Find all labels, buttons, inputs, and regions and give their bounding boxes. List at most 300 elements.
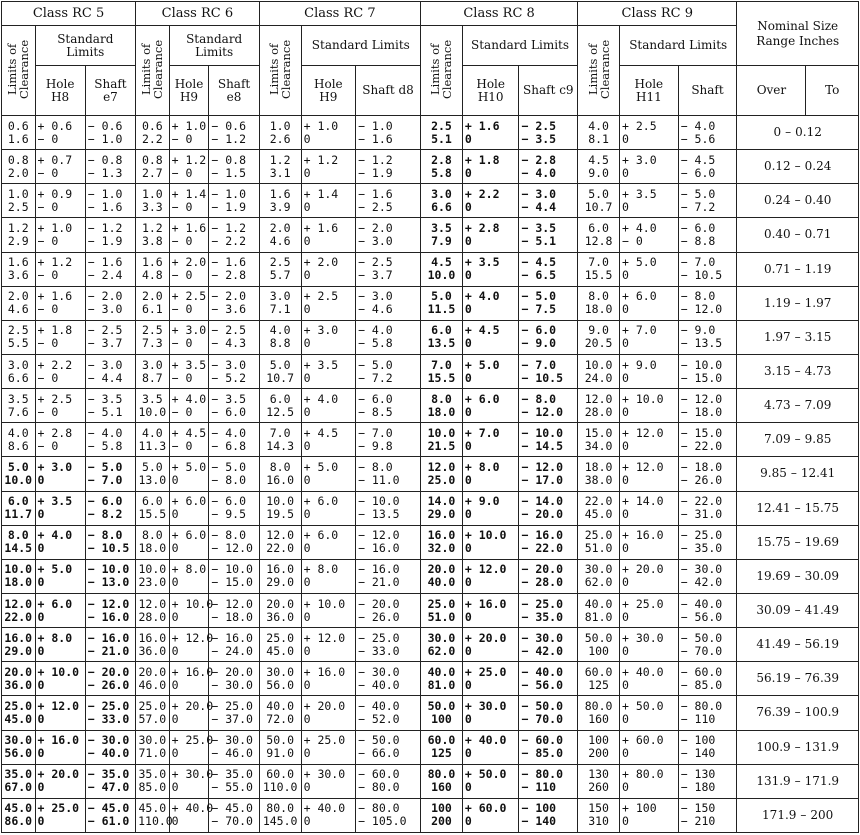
cell-value-bottom: 0 — [303, 233, 311, 248]
cell-value-bottom: 46.0 — [138, 677, 167, 692]
cell-value-bottom: 11.3 — [138, 438, 167, 453]
table-body — [2, 116, 859, 833]
cell-value-bottom: 86.0 — [4, 814, 33, 829]
cell-value-bottom: 160 — [588, 711, 609, 726]
cell-value-bottom: 0 — [622, 370, 629, 385]
cell-value-bottom: − 42.0 — [521, 643, 564, 658]
cell-value-top: − 45.0 — [211, 801, 253, 816]
clearance-limits-cell — [136, 593, 170, 627]
cell-value-bottom: − 180 — [680, 780, 716, 795]
cell-value-bottom: 85.0 — [138, 780, 167, 795]
table-row — [2, 184, 859, 218]
cell-value-top: 6.0 — [141, 494, 163, 509]
shaft-limits-cell — [209, 491, 259, 525]
shaft-limits-cell — [85, 764, 135, 798]
cell-value-top: − 10.0 — [87, 562, 130, 577]
hole-limits-cell — [620, 389, 679, 423]
cell-value-top: − 7.0 — [521, 357, 557, 372]
shaft-limits-cell — [209, 286, 259, 320]
hole-limits-cell — [301, 798, 355, 832]
cell-value-top: 20.0 — [266, 596, 294, 611]
hole-limits-cell — [169, 457, 209, 491]
shaft-limits-cell — [85, 798, 135, 832]
cell-value-bottom: − 5.1 — [521, 233, 557, 248]
cell-value-bottom: 0 — [37, 780, 45, 795]
cell-value-bottom: − 0 — [37, 302, 59, 317]
cell-value-top: 1.2 — [141, 220, 163, 235]
cell-value-top: − 6.0 — [87, 494, 123, 509]
hole-header: Hole H10 — [462, 66, 519, 116]
table-row — [2, 150, 859, 184]
cell-value-top: − 25.0 — [211, 698, 253, 713]
hole-limits-cell — [620, 252, 679, 286]
cell-value-bottom: 16.0 — [266, 472, 294, 487]
cell-value-bottom: 67.0 — [4, 780, 33, 795]
cell-value-top: + 8.0 — [37, 630, 73, 645]
size-to: 3.15 — [804, 329, 832, 344]
cell-value-top: + 30.0 — [303, 767, 346, 782]
shaft-limits-cell — [356, 593, 421, 627]
cell-value-top: − 2.5 — [87, 323, 123, 338]
cell-value-bottom: − 5.8 — [87, 438, 123, 453]
cell-value-bottom: − 1.6 — [358, 131, 393, 146]
cell-value-top: + 2.2 — [464, 186, 500, 201]
cell-value-bottom: 0 — [303, 677, 311, 692]
shaft-limits-cell — [209, 559, 259, 593]
cell-value-bottom: 15.5 — [427, 370, 456, 385]
cell-value-top: + 1.6 — [171, 220, 207, 235]
cell-value-bottom: − 5.1 — [87, 404, 123, 419]
shaft-limits-cell — [678, 218, 737, 252]
cell-value-bottom: − 42.0 — [680, 575, 723, 590]
cell-value-top: + 6.0 — [37, 596, 73, 611]
cell-value-top: + 20.0 — [171, 698, 214, 713]
clearance-limits-cell — [259, 696, 301, 730]
shaft-limits-cell — [356, 730, 421, 764]
cell-value-top: + 3.5 — [37, 494, 73, 509]
cell-value-top: + 20.0 — [464, 630, 507, 645]
cell-value-top: 60.0 — [266, 767, 294, 782]
size-to: 9.85 — [804, 432, 832, 447]
clearance-limits-cell — [136, 320, 170, 354]
cell-value-top: + 2.2 — [37, 357, 73, 372]
cell-value-bottom: 0 — [622, 507, 629, 522]
cell-value-bottom: 0 — [303, 165, 311, 180]
size-range-cell — [737, 218, 859, 252]
cell-value-top: 1.2 — [269, 152, 291, 167]
hole-limits-cell — [301, 730, 355, 764]
cell-value-top: 16.0 — [427, 528, 456, 543]
size-dash: – — [794, 432, 801, 447]
cell-value-bottom: − 17.0 — [521, 472, 564, 487]
cell-value-bottom: 0 — [303, 268, 311, 283]
cell-value-bottom: 15.5 — [138, 507, 167, 522]
cell-value-top: + 3.5 — [303, 357, 339, 372]
shaft-limits-cell — [519, 184, 578, 218]
clearance-limits-cell — [259, 116, 301, 150]
hole-limits-cell — [462, 218, 519, 252]
cell-value-bottom: 0 — [622, 302, 629, 317]
size-dash: – — [794, 329, 801, 344]
cell-value-bottom: − 9.8 — [358, 438, 393, 453]
cell-value-top: 30.0 — [427, 630, 456, 645]
cell-value-bottom: 45.0 — [584, 507, 613, 522]
hole-limits-cell — [620, 354, 679, 388]
shaft-limits-cell — [85, 150, 135, 184]
cell-value-top: − 1.2 — [211, 220, 247, 235]
shaft-limits-cell — [678, 457, 737, 491]
cell-value-top: + 16.0 — [622, 528, 664, 543]
clearance-limits-cell — [259, 628, 301, 662]
cell-value-top: + 1.0 — [303, 118, 339, 133]
limits-of-clearance-header — [578, 26, 620, 116]
size-dash: – — [790, 466, 797, 481]
hole-limits-cell — [620, 423, 679, 457]
cell-value-top: + 4.5 — [464, 323, 500, 338]
cell-value-top: + 1.6 — [303, 220, 339, 235]
table-row — [2, 764, 859, 798]
cell-value-top: − 30.0 — [211, 733, 253, 748]
clearance-limits-cell — [421, 389, 463, 423]
size-dash: – — [794, 637, 801, 652]
cell-value-bottom: 3.8 — [141, 233, 163, 248]
cell-value-bottom: 0 — [622, 677, 629, 692]
cell-value-top: 5.0 — [7, 459, 29, 474]
table-row — [2, 730, 859, 764]
size-to: 100.9 — [804, 705, 840, 720]
table-row — [2, 798, 859, 832]
cell-value-bottom: 0 — [37, 575, 45, 590]
limits-of-clearance-header — [136, 26, 170, 116]
cell-value-top: − 100 — [680, 733, 716, 748]
cell-value-bottom: − 110 — [680, 711, 716, 726]
cell-value-top: − 1.6 — [211, 255, 247, 270]
size-range-cell — [737, 628, 859, 662]
shaft-limits-cell — [519, 593, 578, 627]
cell-value-bottom: − 35.0 — [680, 541, 723, 556]
shaft-limits-cell — [85, 252, 135, 286]
cell-value-top: 10.0 — [584, 357, 613, 372]
cell-value-top: + 40.0 — [303, 801, 346, 816]
cell-value-bottom: − 52.0 — [358, 711, 400, 726]
hole-limits-cell — [462, 150, 519, 184]
cell-value-top: + 25.0 — [171, 733, 214, 748]
shaft-limits-cell — [678, 525, 737, 559]
cell-value-bottom: 0 — [171, 780, 179, 795]
cell-value-top: − 20.0 — [87, 664, 130, 679]
cell-value-bottom: − 7.5 — [521, 302, 557, 317]
cell-value-top: − 25.0 — [87, 698, 130, 713]
cell-value-top: + 4.0 — [37, 528, 73, 543]
shaft-limits-cell — [519, 389, 578, 423]
cell-value-top: 2.5 — [141, 323, 163, 338]
cell-value-top: + 1.0 — [37, 220, 73, 235]
cell-value-top: + 12.0 — [303, 630, 346, 645]
cell-value-bottom: 7.6 — [7, 404, 29, 419]
cell-value-bottom: − 55.0 — [211, 780, 253, 795]
hole-limits-cell — [169, 423, 209, 457]
cell-value-top: 12.0 — [266, 528, 294, 543]
cell-value-bottom: 13.5 — [427, 336, 456, 351]
cell-value-bottom: 24.0 — [584, 370, 613, 385]
clearance-limits-cell — [421, 764, 463, 798]
cell-value-top: − 60.0 — [521, 733, 564, 748]
cell-value-bottom: 5.7 — [269, 268, 291, 283]
cell-value-bottom: − 56.0 — [680, 609, 723, 624]
shaft-header: Shaft — [678, 66, 737, 116]
cell-value-top: − 0.6 — [211, 118, 247, 133]
hole-limits-cell — [620, 593, 679, 627]
cell-value-bottom: 0 — [622, 438, 629, 453]
cell-value-top: 25.0 — [138, 698, 167, 713]
size-dash: – — [794, 739, 801, 754]
cell-value-top: 5.0 — [141, 459, 163, 474]
clearance-limits-cell — [259, 662, 301, 696]
cell-value-bottom: 0 — [464, 404, 472, 419]
cell-value-top: 3.0 — [269, 289, 291, 304]
clearance-limits-cell — [578, 491, 620, 525]
cell-value-top: 50.0 — [427, 698, 456, 713]
cell-value-top: + 25.0 — [622, 596, 664, 611]
table-row — [2, 662, 859, 696]
cell-value-bottom: − 0 — [622, 233, 643, 248]
size-dash: – — [794, 568, 801, 583]
cell-value-bottom: 0 — [464, 336, 472, 351]
size-dash: – — [794, 500, 801, 515]
shaft-limits-cell — [209, 457, 259, 491]
hole-limits-cell — [462, 286, 519, 320]
cell-value-top: 20.0 — [4, 664, 33, 679]
hole-limits-cell — [462, 593, 519, 627]
shaft-limits-cell — [356, 320, 421, 354]
cell-value-top: − 3.0 — [521, 186, 557, 201]
cell-value-top: − 1.6 — [358, 186, 393, 201]
cell-value-bottom: − 6.0 — [211, 404, 247, 419]
shaft-limits-cell — [519, 423, 578, 457]
clearance-limits-cell — [259, 218, 301, 252]
cell-value-top: + 25.0 — [464, 664, 507, 679]
cell-value-top: − 0.8 — [211, 152, 247, 167]
shaft-limits-cell — [519, 798, 578, 832]
table-row — [2, 389, 859, 423]
shaft-limits-cell — [85, 423, 135, 457]
hole-limits-cell — [620, 320, 679, 354]
clearance-limits-cell — [421, 320, 463, 354]
clearance-limits-cell — [578, 662, 620, 696]
shaft-limits-cell — [85, 491, 135, 525]
size-range-cell — [737, 696, 859, 730]
clearance-limits-cell — [578, 798, 620, 832]
hole-limits-cell — [462, 696, 519, 730]
cell-value-top: − 4.5 — [521, 255, 557, 270]
cell-value-top: − 1.2 — [87, 220, 123, 235]
shaft-limits-cell — [85, 184, 135, 218]
size-dash: – — [794, 261, 801, 276]
cell-value-top: − 8.0 — [521, 391, 557, 406]
clearance-limits-cell — [2, 320, 36, 354]
hole-limits-cell — [301, 593, 355, 627]
cell-value-top: 12.0 — [4, 596, 33, 611]
clearance-limits-cell — [578, 628, 620, 662]
cell-value-top: 6.0 — [7, 494, 29, 509]
cell-value-top: − 6.0 — [521, 323, 557, 338]
hole-limits-cell — [462, 559, 519, 593]
clearance-limits-cell — [2, 662, 36, 696]
hole-limits-cell — [169, 559, 209, 593]
cell-value-bottom: − 12.0 — [211, 541, 253, 556]
shaft-limits-cell — [85, 559, 135, 593]
cell-value-top: + 5.0 — [464, 357, 500, 372]
shaft-limits-cell — [356, 628, 421, 662]
cell-value-top: − 10.0 — [211, 562, 253, 577]
shaft-limits-cell — [209, 423, 259, 457]
hole-limits-cell — [169, 798, 214, 832]
cell-value-bottom: − 21.0 — [87, 643, 130, 658]
hole-limits-cell — [462, 491, 519, 525]
cell-value-top: + 1.6 — [464, 118, 500, 133]
size-over: 1.97 — [763, 329, 791, 344]
size-to: 76.39 — [804, 671, 840, 686]
cell-value-bottom: 0 — [622, 472, 629, 487]
standard-limits-header: Standard Limits — [620, 26, 737, 66]
cell-value-bottom: 5.5 — [7, 336, 29, 351]
clearance-limits-cell — [421, 730, 463, 764]
clearance-limits-cell — [136, 354, 170, 388]
cell-value-bottom: 260 — [588, 780, 609, 795]
clearance-limits-cell — [2, 423, 36, 457]
hole-limits-cell — [301, 218, 355, 252]
hole-limits-cell — [35, 286, 85, 320]
hole-limits-cell — [301, 491, 355, 525]
cell-value-bottom: − 26.0 — [680, 472, 723, 487]
cell-value-bottom: − 8.0 — [211, 472, 247, 487]
cell-value-bottom: 38.0 — [584, 472, 613, 487]
clearance-limits-cell — [136, 525, 170, 559]
shaft-limits-cell — [678, 628, 737, 662]
limits-of-clearance-header — [2, 26, 36, 116]
cell-value-top: + 30.0 — [171, 767, 214, 782]
cell-value-bottom: − 37.0 — [211, 711, 253, 726]
cell-value-top: − 6.0 — [211, 494, 247, 509]
shaft-limits-cell — [356, 696, 421, 730]
shaft-header: Shaft c9 — [519, 66, 578, 116]
cell-value-top: + 3.0 — [171, 323, 207, 338]
clearance-limits-cell — [259, 593, 301, 627]
cell-value-bottom: 18.0 — [138, 541, 167, 556]
cell-value-bottom: 7.3 — [141, 336, 163, 351]
size-to: 30.09 — [804, 568, 840, 583]
cell-value-bottom: − 9.0 — [521, 336, 557, 351]
cell-value-top: 15.0 — [584, 425, 613, 440]
cell-value-top: − 2.5 — [358, 255, 393, 270]
class-header: Class RC 6 — [136, 2, 260, 26]
clearance-limits-cell — [578, 354, 620, 388]
cell-value-top: + 2.5 — [303, 289, 339, 304]
cell-value-top: 25.0 — [584, 528, 613, 543]
size-over: 0.24 — [763, 193, 791, 208]
cell-value-bottom: − 13.5 — [680, 336, 723, 351]
clearance-limits-cell — [2, 593, 36, 627]
size-over: 30.09 — [756, 603, 791, 618]
cell-value-bottom: − 5.6 — [680, 131, 716, 146]
cell-value-top: + 5.0 — [622, 255, 657, 270]
cell-value-bottom: 0 — [622, 541, 629, 556]
hole-limits-cell — [35, 525, 85, 559]
hole-limits-cell — [35, 423, 85, 457]
cell-value-bottom: 9.0 — [588, 165, 609, 180]
size-over: 4.73 — [763, 398, 791, 413]
clearance-limits-cell — [2, 286, 36, 320]
size-dash: – — [794, 227, 801, 242]
cell-value-top: + 4.5 — [171, 425, 207, 440]
cell-value-top: + 3.0 — [303, 323, 339, 338]
shaft-limits-cell — [356, 457, 421, 491]
cell-value-top: − 10.0 — [358, 494, 400, 509]
size-to: 200 — [810, 807, 834, 822]
cell-value-top: − 80.0 — [358, 801, 400, 816]
cell-value-bottom: − 0 — [171, 302, 193, 317]
cell-value-bottom: 71.0 — [138, 746, 167, 761]
shaft-limits-cell — [678, 354, 737, 388]
clearance-limits-cell — [2, 354, 36, 388]
cell-value-bottom: 0 — [622, 711, 629, 726]
cell-value-bottom: − 0 — [37, 370, 59, 385]
cell-value-bottom: − 85.0 — [521, 746, 564, 761]
cell-value-bottom: 91.0 — [266, 746, 294, 761]
clearance-limits-cell — [2, 491, 36, 525]
cell-value-bottom: − 0 — [171, 268, 193, 283]
cell-value-bottom: − 0 — [171, 438, 193, 453]
size-range-cell — [737, 662, 859, 696]
cell-value-bottom: 6.1 — [141, 302, 163, 317]
cell-value-top: − 3.5 — [521, 220, 557, 235]
clearance-limits-cell — [2, 628, 36, 662]
cell-value-bottom: − 110 — [521, 780, 557, 795]
cell-value-bottom: − 15.0 — [680, 370, 723, 385]
hole-limits-cell — [462, 354, 519, 388]
cell-value-bottom: − 1.0 — [87, 131, 123, 146]
cell-value-top: − 25.0 — [358, 630, 400, 645]
cell-value-top: 40.0 — [584, 596, 613, 611]
hole-limits-cell — [301, 662, 355, 696]
clearance-limits-cell — [2, 116, 36, 150]
cell-value-top: 60.0 — [584, 664, 613, 679]
clearance-limits-cell — [578, 593, 620, 627]
cell-value-bottom: − 1.9 — [87, 233, 123, 248]
cell-value-bottom: 72.0 — [266, 711, 294, 726]
cell-value-top: 3.0 — [431, 186, 452, 201]
shaft-limits-cell — [356, 423, 421, 457]
size-over: 56.19 — [756, 671, 791, 686]
cell-value-bottom: − 66.0 — [358, 746, 400, 761]
cell-value-top: − 6.0 — [358, 391, 393, 406]
size-to: 131.9 — [804, 739, 840, 754]
clearance-limits-cell — [136, 457, 170, 491]
cell-value-top: 2.8 — [431, 152, 452, 167]
shaft-limits-cell — [356, 662, 421, 696]
hole-limits-cell — [620, 798, 679, 832]
cell-value-top: − 35.0 — [211, 767, 253, 782]
hole-limits-cell — [620, 764, 679, 798]
cell-value-top: 60.0 — [427, 733, 456, 748]
cell-value-top: 3.5 — [141, 391, 163, 406]
cell-value-bottom: − 6.5 — [521, 268, 557, 283]
cell-value-top: − 3.0 — [358, 289, 393, 304]
cell-value-top: + 25.0 — [303, 733, 346, 748]
cell-value-bottom: − 0 — [171, 370, 193, 385]
cell-value-top: − 12.0 — [211, 596, 253, 611]
cell-value-top: 40.0 — [427, 664, 456, 679]
